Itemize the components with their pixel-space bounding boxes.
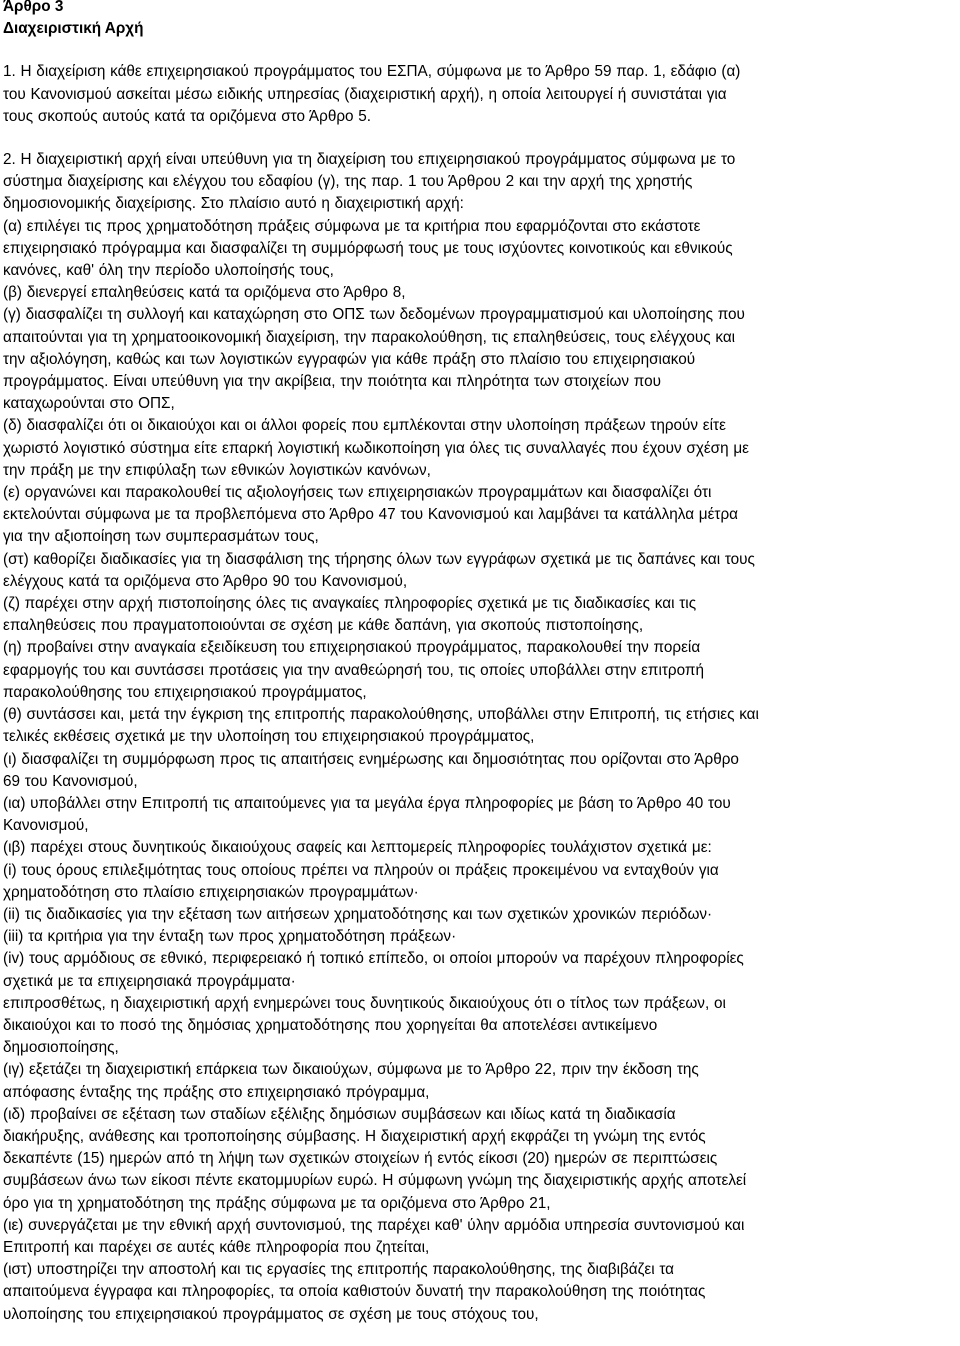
text-line: (θ) συντάσσει και, μετά την έγκριση της επιτροπής παρακολούθησης, υποβάλλει στην Επιτροπή, τις ετήσιες και [3,706,759,724]
article-number-title: Άρθρο 3 [3,0,64,15]
text-line: 69 του Κανονισμού, [3,772,138,790]
text-line: (η) προβαίνει στην αναγκαία εξειδίκευση του επιχειρησιακού προγράμματος, παρακολουθεί την πορεία [3,639,701,657]
text-line: κανόνες, καθ' όλη την περίοδο υλοποίησής τους, [3,262,334,280]
text-line: απαιτούμενα έγγραφα και πληροφορίες, τα οποία καθιστούν δυνατή την παρακολούθηση της ποιότητας [3,1283,706,1301]
text-line: προγράμματος. Είναι υπεύθυνη για την ακρίβεια, την ποιότητα και πληρότητα των στοιχείων που [3,373,662,391]
text-line: (ii) τις διαδικασίες για την εξέταση των αιτήσεων χρηματοδότησης και των σχετικών χρονικών περιόδων· [3,905,713,923]
article-subtitle: Διαχειριστική Αρχή [3,20,144,38]
text-line: (ιβ) παρέχει στους δυνητικούς δικαιούχους σαφείς και λεπτομερείς πληροφορίες τουλάχιστον σχετικά με: [3,839,712,857]
text-line: (δ) διασφαλίζει ότι οι δικαιούχοι και οι άλλοι φορείς που εμπλέκονται στην υλοποίηση πράξεων τηρούν είτε [3,417,726,435]
text-line: διακήρυξης, ανάθεσης και τροποποίησης σύμβασης. Η διαχειριστική αρχή εκφράζει τη γνώμη της εντός [3,1127,706,1145]
paragraph-1 [3,61,957,128]
text-line: επιπροσθέτως, η διαχειριστική αρχή ενημερώνει τους δυνητικούς δικαιούχους ότι ο τίτλος των πράξεων, οι [3,994,726,1012]
text-line: (ι) διασφαλίζει τη συμμόρφωση προς τις απαιτήσεις ενημέρωσης και δημοσιότητας που ορίζονται στο Άρθρο [3,750,739,768]
text-line: (ιγ) εξετάζει τη διαχειριστική επάρκεια των δικαιούχων, σύμφωνα με το Άρθρο 22, πριν την έκδοση της [3,1061,699,1079]
text-line: (γ) διασφαλίζει τη συλλογή και καταχώρηση στο ΟΠΣ των δεδομένων προγραμματισμού και υλοποίησης που [3,306,745,324]
text-line: (ζ) παρέχει στην αρχή πιστοποίησης όλες τις αναγκαίες πληροφορίες σχετικά με τις διαδικασίες και τις [3,595,697,613]
text-line: δεκαπέντε (15) ημερών από τη λήψη των σχετικών στοιχείων ή εντός είκοσι (20) ημερών σε περιπτώσεις [3,1150,718,1168]
text-line: Επιτροπή και παρέχει σε αυτές κάθε πληροφορία που ζητείται, [3,1238,430,1256]
text-line: (ια) υποβάλλει στην Επιτροπή τις απαιτούμενες για τα μεγάλα έργα πληροφορίες με βάση το Άρθρο 40 του [3,794,731,812]
text-line: εφαρμογής του και συντάσσει προτάσεις για την αναθεώρησή του, τις οποίες υποβάλλει στην επιτροπή [3,661,704,679]
text-line: δημοσιονομικής διαχείρισης. Στο πλαίσιο αυτό η διαχειριστική αρχή: [3,195,464,213]
text-line: απαιτούνται για τη χρηματοοικονομική διαχείριση, την παρακολούθηση, τις επαληθεύσεις, τους ελέγχους και [3,328,736,346]
text-line: παρακολούθησης του επιχειρησιακού προγράμματος, [3,683,367,701]
text-line: (στ) καθορίζει διαδικασίες για τη διασφάλιση της τήρησης όλων των εγγράφων σχετικά με τις δαπάνες και τους [3,550,755,568]
text-line: (ιδ) προβαίνει σε εξέταση των σταδίων εξέλιξης δημόσιων συμβάσεων και ιδίως κατά τη διαδικασία [3,1105,676,1123]
text-line: απόφασης ένταξης της πράξης στο επιχειρησιακό πρόγραμμα, [3,1083,430,1101]
text-line: τελικές εκθέσεις σχετικά με την υλοποίηση του επιχειρησιακού προγράμματος, [3,728,535,746]
text-line: δικαιούχοι και το ποσό της δημόσιας χρηματοδότησης που χορηγείται θα αποτελέσει αντικείμενο [3,1016,658,1034]
text-line: επαληθεύσεις που πραγματοποιούνται σε σχέση με κάθε δαπάνη, για σκοπούς πιστοποίησης, [3,617,644,635]
text-line: Κανονισμού, [3,817,89,835]
text-line: 1. Η διαχείριση κάθε επιχειρησιακού προγράμματος του ΕΣΠΑ, σύμφωνα με το Άρθρο 59 παρ. 1, εδάφιο (α) [3,63,741,81]
text-line: (ε) οργανώνει και παρακολουθεί τις αξιολογήσεις των επιχειρησιακών προγραμμάτων και διασφαλίζει ότι [3,484,712,502]
text-line: (α) επιλέγει τις προς χρηματοδότηση πράξεις σύμφωνα με τα κριτήρια που εφαρμόζονται στο εκάστοτε [3,217,701,235]
text-line: υλοποίησης του επιχειρησιακού προγράμματος σε σχέση με τους στόχους του, [3,1305,539,1323]
text-line: (i) τους όρους επιλεξιμότητας τους οποίους πρέπει να πληρούν οι πράξεις προκειμένου να ενταχθούν για [3,861,719,879]
text-line: όρο για τη χρηματοδότηση της πράξης σύμφωνα με τα οριζόμενα στο Άρθρο 21, [3,1194,551,1212]
text-line: σχετικά με τα επιχειρησιακά προγράμματα· [3,972,296,990]
text-line: επιχειρησιακό πρόγραμμα και διασφαλίζει τη συμμόρφωσή τους με τους ισχύοντες κοινοτικούς και εθνικούς [3,239,733,257]
text-line: τους σκοπούς αυτούς κατά τα οριζόμενα στο Άρθρο 5. [3,107,372,125]
text-line: δημοσιοποίησης, [3,1039,119,1057]
paragraph-2 [3,149,957,1326]
text-line: (ιε) συνεργάζεται με την εθνική αρχή συντονισμού, της παρέχει καθ' ύλην αρμόδια υπηρεσία συντονισμού και [3,1216,745,1234]
text-line: συμβάσεων άνω των είκοσι πέντε εκατομμυρίων ευρώ. Η σύμφωνη γνώμη της διαχειριστικής αρχής αποτελεί [3,1172,747,1190]
text-line: χωριστό λογιστικό σύστημα είτε επαρκή λογιστική κωδικοποίηση για όλες τις συναλλαγές που έχουν σχέση με [3,439,749,457]
text-line: την αξιολόγηση, καθώς και των λογιστικών εγγραφών για κάθε πράξη στο πλαίσιο του επιχειρησιακού [3,350,696,368]
text-line: σύστημα διαχείρισης και ελέγχου του εδαφίου (γ), της παρ. 1 του Άρθρου 2 και την αρχή της χρηστής [3,173,693,191]
text-line: (iv) τους αρμόδιους σε εθνικό, περιφερειακό ή τοπικό επίπεδο, οι οποίοι μπορούν να παρέχουν πληροφορίες [3,950,744,968]
text-line: 2. Η διαχειριστική αρχή είναι υπεύθυνη για τη διαχείριση του επιχειρησιακού προγράμματος σύμφωνα με το [3,151,736,169]
text-line: (β) διενεργεί επαληθεύσεις κατά τα οριζόμενα στο Άρθρο 8, [3,284,406,302]
text-line: (iii) τα κριτήρια για την ένταξη των προς χρηματοδότηση πράξεων· [3,928,457,946]
text-line: χρηματοδότηση στο πλαίσιο επιχειρησιακών προγραμμάτων· [3,883,419,901]
text-line: (ιστ) υποστηρίζει την αποστολή και τις εργασίες της επιτροπής παρακολούθησης, της διαβιβάζει τα [3,1261,675,1279]
text-line: για την αξιοποίηση των συμπερασμάτων τους, [3,528,319,546]
text-line: ελέγχους κατά τα οριζόμενα στο Άρθρο 90 του Κανονισμού, [3,572,408,590]
text-line: εκτελούνται σύμφωνα με τα προβλεπόμενα στο Άρθρο 47 του Κανονισμού και λαμβάνει τα κατάλληλα μέτρα [3,506,739,524]
text-line: καταχωρούνται στο ΟΠΣ, [3,395,175,413]
text-line: την πράξη με την επιφύλαξη των εθνικών λογιστικών κανόνων, [3,461,431,479]
text-line: του Κανονισμού ασκείται μέσω ειδικής υπηρεσίας (διαχειριστική αρχή), η οποία λειτουργεί ή συνιστάται για [3,85,727,103]
